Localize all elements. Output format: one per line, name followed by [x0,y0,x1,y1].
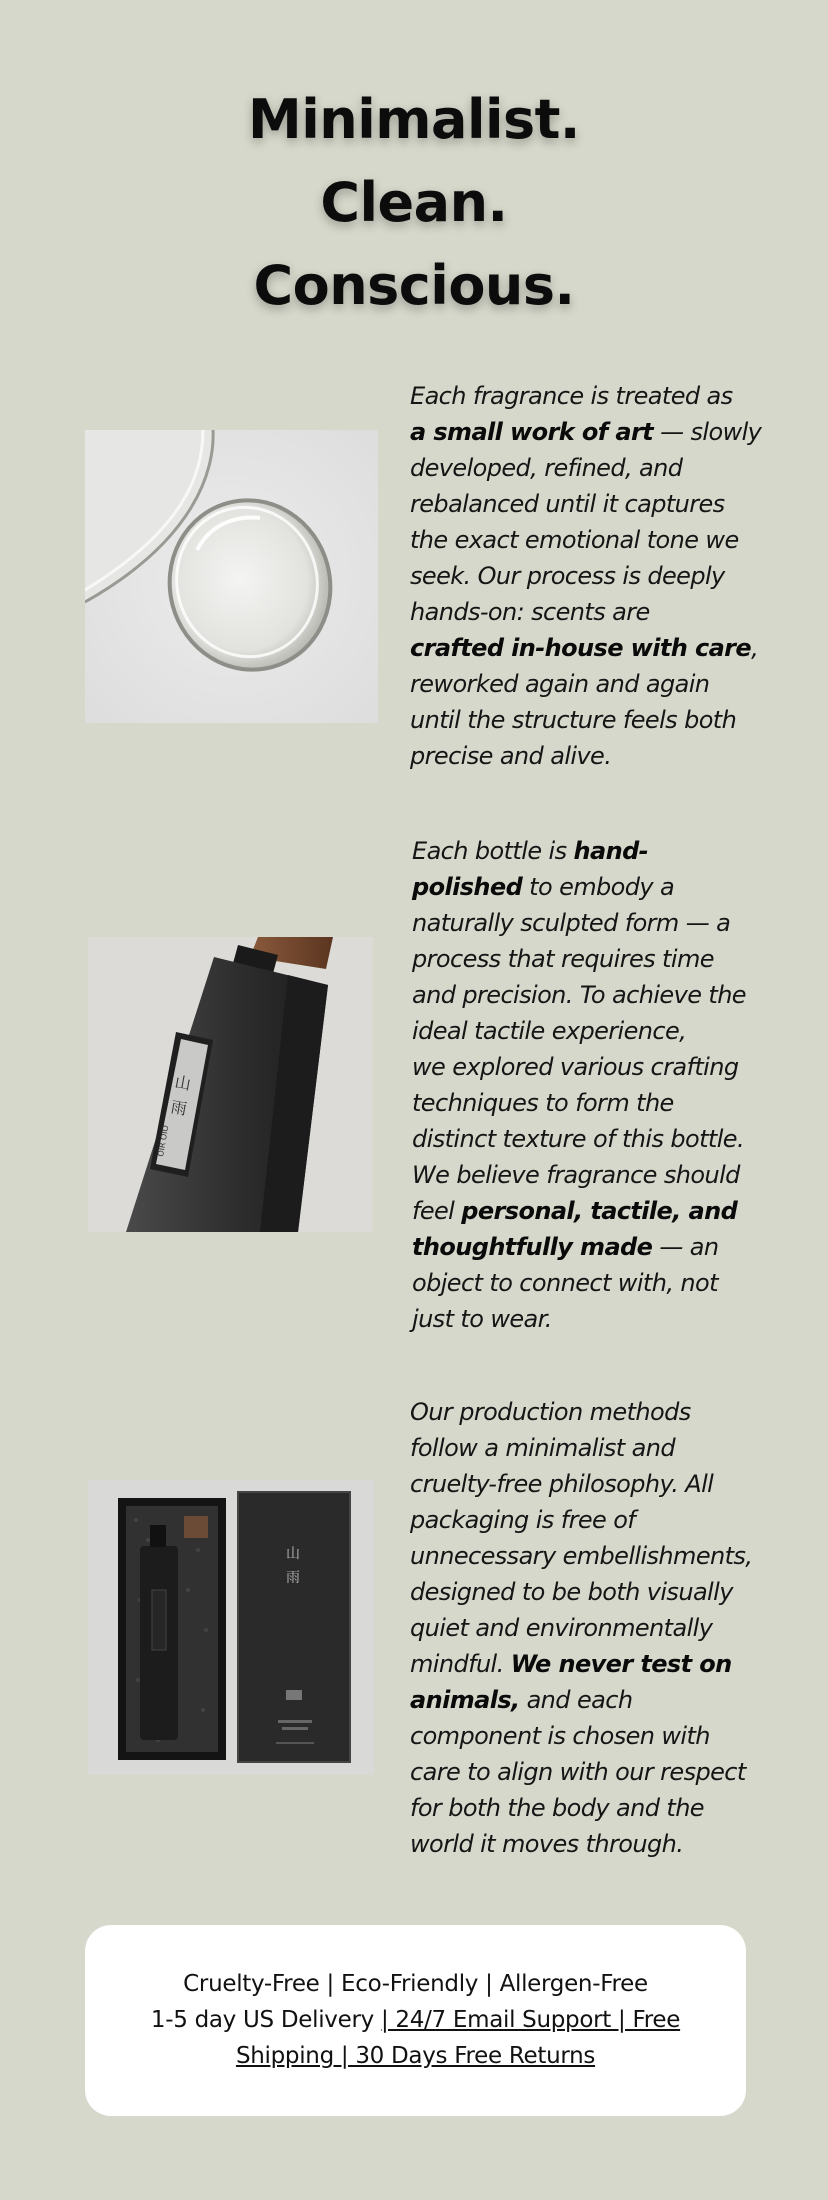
headline-line-2: Clean. [320,171,508,234]
text-line: component is chosen with [410,1722,710,1750]
box-glyph-top: 山 [286,1546,300,1562]
text-line: we explored various crafting [412,1053,739,1081]
packaging-box-image [88,1480,374,1775]
emphasis-text: thoughtfully made [412,1233,653,1261]
svg-text:雨: 雨 [169,1097,189,1119]
text-line: rebalanced until it captures [410,490,725,518]
text-line: distinct texture of this bottle. [412,1125,744,1153]
text-line: seek. Our process is deeply [410,562,725,590]
support-link[interactable]: | 24/7 Email Support | Free [380,2007,681,2033]
text-line [410,1646,752,1682]
text-fragment: — an [652,1233,719,1261]
emphasis-text: a small work of art [410,418,654,446]
text-line [410,630,761,666]
text-fragment: to embody a [522,873,675,901]
bottle-paragraph [412,833,746,1337]
text-line: cruelty-free philosophy. All [410,1470,714,1498]
text-line: We believe fragrance should [412,1161,740,1189]
headline-line-3: Conscious. [253,254,575,317]
text-line: follow a minimalist and [410,1434,675,1462]
emphasis-text: crafted in-house with care [410,634,752,662]
text-line: ideal tactile experience, [412,1017,687,1045]
text-fragment: and each [519,1686,633,1714]
features-line: Cruelty-Free | Eco-Friendly | Allergen-Free [183,1971,648,1997]
text-line [412,833,746,869]
text-line: Our production methods [410,1398,691,1426]
production-paragraph [410,1394,752,1862]
svg-text:OIR OIO: OIR OIO [156,1124,171,1158]
text-line: designed to be both visually [410,1578,733,1606]
emphasis-text: polished [412,873,523,901]
emphasis-text: animals, [410,1686,520,1714]
emphasis-text: personal, tactile, and [461,1197,738,1225]
text-line: packaging is free of [410,1506,636,1534]
text-line: until the structure feels both [410,706,737,734]
text-line: unnecessary embellishments, [410,1542,753,1570]
shipping-returns-link[interactable]: Shipping | 30 Days Free Returns [235,2043,596,2069]
text-line: the exact emotional tone we [410,526,739,554]
text-fragment: Each bottle is [412,837,574,865]
page-headline [0,78,828,327]
text-fragment: mindful. [410,1650,511,1678]
delivery-line [85,2002,746,2038]
emphasis-text: We never test on [510,1650,732,1678]
text-line: for both the body and the [410,1794,704,1822]
text-line: techniques to form the [412,1089,674,1117]
text-fragment: feel [412,1197,462,1225]
text-line: just to wear. [412,1305,552,1333]
svg-text:山: 山 [173,1072,193,1094]
headline-line-1: Minimalist. [248,88,580,151]
perfume-bottle-image [88,937,373,1232]
text-line: naturally sculpted form — a [412,909,731,937]
text-fragment: , [751,634,759,662]
text-line: Each fragrance is treated as [410,382,733,410]
craft-paragraph [410,378,761,774]
text-line: reworked again and again [410,670,710,698]
text-fragment: — slowly [653,418,762,446]
delivery-text: 1-5 day US Delivery [150,2007,381,2033]
text-line [412,1229,746,1265]
text-line: hands-on: scents are [410,598,650,626]
text-line: world it moves through. [410,1830,684,1858]
shipping-line [85,2038,746,2074]
text-line: quiet and environmentally [410,1614,713,1642]
text-line [410,414,761,450]
features-card [85,1925,746,2116]
text-line [410,1682,752,1718]
text-line [412,869,746,905]
water-droplet-image [85,430,378,723]
text-line: developed, refined, and [410,454,683,482]
text-line: precise and alive. [410,742,612,770]
box-glyph-bottom: 雨 [286,1570,300,1586]
text-line: and precision. To achieve the [412,981,746,1009]
emphasis-text: hand- [573,837,649,865]
text-line: care to align with our respect [410,1758,746,1786]
text-line [412,1193,746,1229]
text-line: object to connect with, not [412,1269,718,1297]
text-line: process that requires time [412,945,714,973]
